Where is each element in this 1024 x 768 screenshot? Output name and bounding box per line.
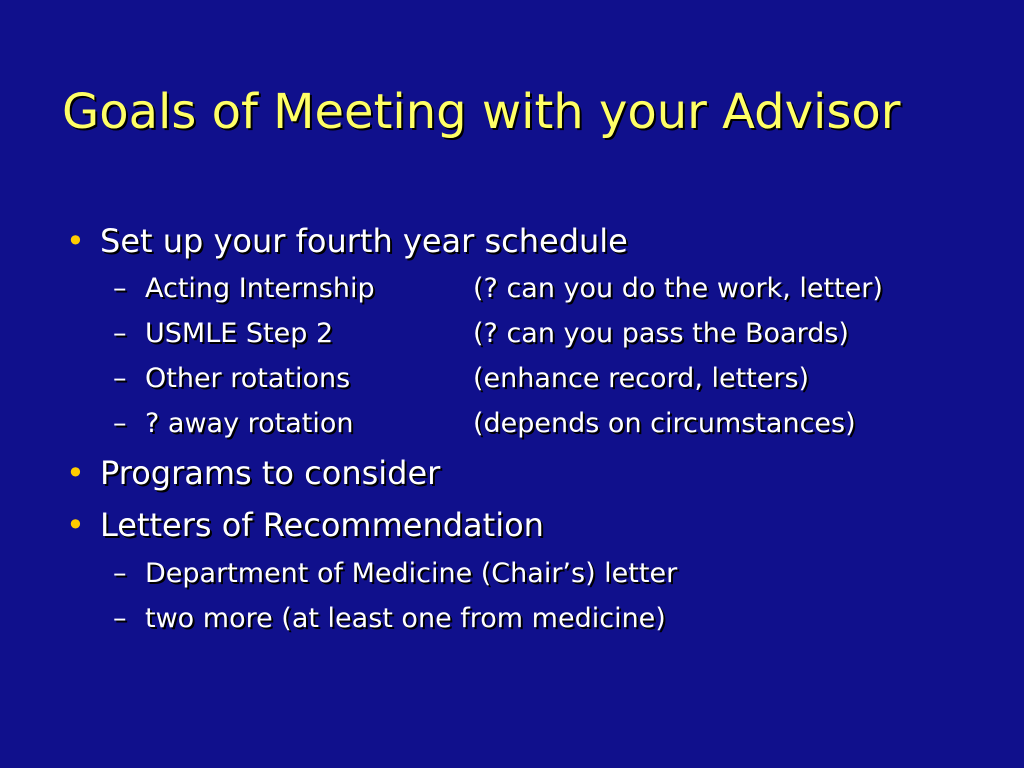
bullet-dot-icon: •	[66, 506, 85, 544]
dash-icon: –	[113, 273, 127, 304]
sub-item-note: (depends on circumstances)	[473, 408, 856, 439]
sub-item-text: two more (at least one from medicine)	[145, 603, 666, 634]
sub-item-text: Department of Medicine (Chair’s) letter	[145, 558, 678, 589]
sub-item-text: USMLE Step 2	[145, 318, 334, 349]
dash-icon: –	[113, 558, 127, 589]
dash-icon: –	[113, 603, 127, 634]
slide-title: Goals of Meeting with your Advisor	[62, 84, 901, 140]
sub-item-text: Other rotations	[145, 363, 351, 394]
dash-icon: –	[113, 363, 127, 394]
sub-item-note: (? can you pass the Boards)	[473, 318, 849, 349]
dash-icon: –	[113, 318, 127, 349]
bullet-text: Set up your fourth year schedule	[100, 222, 628, 260]
bullet-dot-icon: •	[66, 454, 85, 492]
dash-icon: –	[113, 408, 127, 439]
bullet-dot-icon: •	[66, 222, 85, 260]
bullet-text: Letters of Recommendation	[100, 506, 544, 544]
bullet-text: Programs to consider	[100, 454, 441, 492]
sub-item-text: ? away rotation	[145, 408, 354, 439]
sub-item-note: (? can you do the work, letter)	[473, 273, 883, 304]
sub-item-text: Acting Internship	[145, 273, 375, 304]
sub-item-note: (enhance record, letters)	[473, 363, 810, 394]
